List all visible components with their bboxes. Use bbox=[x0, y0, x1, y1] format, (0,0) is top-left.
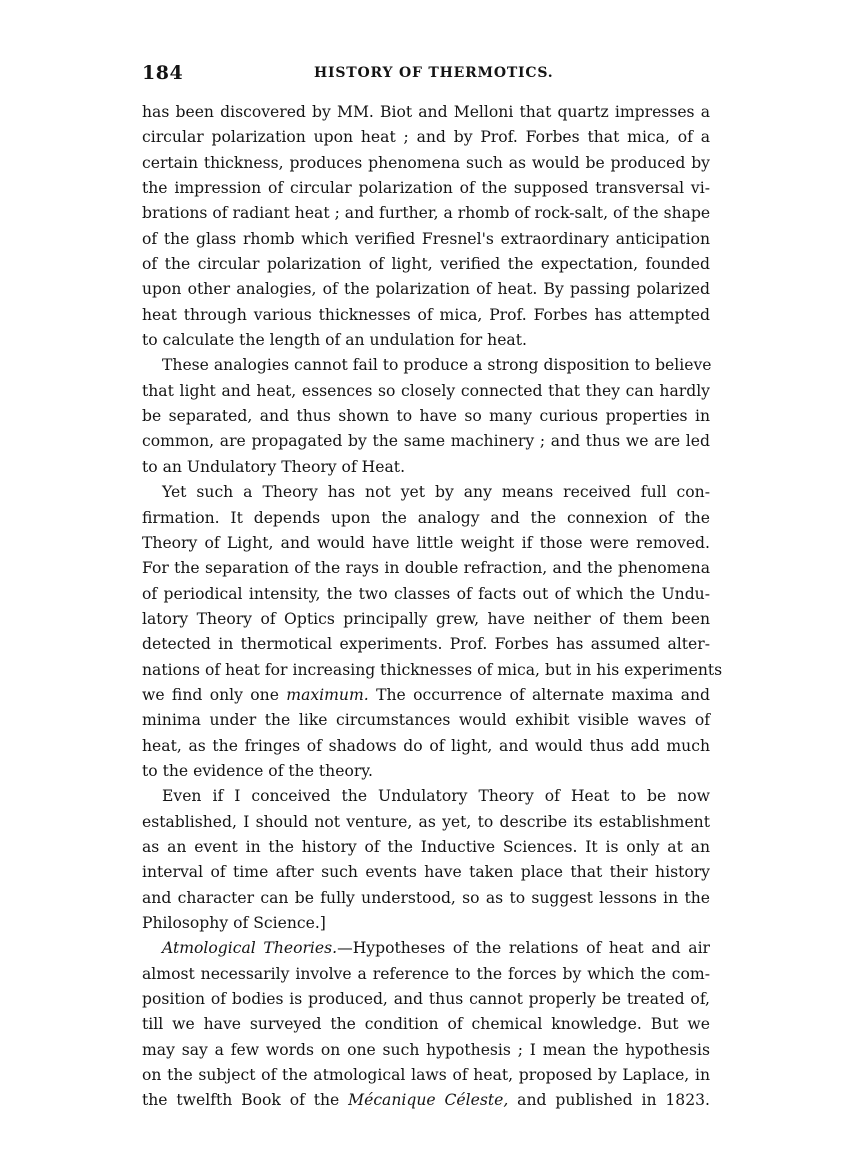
text-line: till we have surveyed the condition of chemical knowledge. But we bbox=[142, 1015, 710, 1034]
text-run: The occurrence of alternate maxima and bbox=[368, 685, 711, 704]
text-line: and character can be fully understood, so as to suggest lessons in the bbox=[142, 888, 710, 907]
text-line: be separated, and thus shown to have so many curious properties in bbox=[142, 407, 710, 426]
italic-text: maximum. bbox=[286, 685, 369, 704]
text-line: heat, as the fringes of shadows do of light, and would thus add much bbox=[142, 736, 710, 755]
text-line: interval of time after such events have taken place that their history bbox=[142, 863, 710, 882]
text-line: detected in thermotical experiments. Prof. Forbes has assumed alter- bbox=[142, 635, 710, 654]
text-run: the twelfth Book of the bbox=[142, 1091, 349, 1110]
text-line: Yet such a Theory has not yet by any means received full con- bbox=[162, 483, 710, 502]
text-line: as an event in the history of the Inductive Sciences. It is only at an bbox=[142, 837, 710, 856]
text-run: —Hypotheses of the relations of heat and air bbox=[337, 939, 711, 958]
text-line: brations of radiant heat ; and further, a rhomb of rock-salt, of the shape bbox=[142, 204, 711, 223]
text-line: to calculate the length of an undulation for heat. bbox=[142, 331, 527, 350]
text-line: to an Undulatory Theory of Heat. bbox=[142, 457, 406, 476]
running-head bbox=[142, 62, 710, 92]
text-line: has been discovered by MM. Biot and Melloni that quartz impresses a bbox=[142, 103, 710, 121]
text-line: position of bodies is produced, and thus cannot properly be treated of, bbox=[142, 990, 710, 1009]
text-line: Theory of Light, and would have little weight if those were removed. bbox=[142, 533, 710, 552]
text-line: to the evidence of the theory. bbox=[142, 761, 373, 780]
text-line: firmation. It depends upon the analogy and the connexion of the bbox=[142, 508, 710, 527]
page-number: 184 bbox=[142, 62, 184, 84]
text-run: we find only one bbox=[142, 685, 287, 704]
section-heading: Atmological Theories. bbox=[162, 939, 338, 958]
text-line: Philosophy of Science.] bbox=[142, 914, 326, 932]
text-line: the impression of circular polarization of the supposed transversal vi- bbox=[142, 179, 710, 198]
running-title: HISTORY OF THERMOTICS. bbox=[314, 65, 554, 81]
text-line: that light and heat, essences so closely connected that they can hardly bbox=[142, 381, 710, 400]
text-run: and published in 1823. bbox=[508, 1091, 710, 1110]
text-line: circular polarization upon heat ; and by Prof. Forbes that mica, of a bbox=[142, 128, 710, 147]
text-line: nations of heat for increasing thicknesses of mica, but in his experiments bbox=[142, 660, 723, 679]
text-line: Even if I conceived the Undulatory Theory of Heat to be now bbox=[162, 787, 710, 806]
text-line: common, are propagated by the same machinery ; and thus we are led bbox=[142, 432, 710, 451]
text-line: may say a few words on one such hypothesis ; I mean the hypothesis bbox=[142, 1040, 710, 1059]
text-line: established, I should not venture, as yet, to describe its establishment bbox=[142, 812, 710, 831]
text-line bbox=[142, 1088, 710, 1113]
body-text bbox=[142, 100, 723, 1114]
text-line: For the separation of the rays in double refraction, and the phenomena bbox=[142, 559, 710, 578]
text-line: on the subject of the atmological laws of heat, proposed by Laplace, in bbox=[142, 1066, 710, 1085]
text-line: certain thickness, produces phenomena such as would be produced by bbox=[142, 153, 710, 172]
text-line: These analogies cannot fail to produce a strong disposition to believe bbox=[162, 356, 712, 375]
text-line: of periodical intensity, the two classes of facts out of which the Undu- bbox=[142, 584, 710, 603]
text-line: almost necessarily involve a reference to the forces by which the com- bbox=[142, 964, 710, 983]
text-line: of the circular polarization of light, verified the expectation, founded bbox=[142, 255, 710, 274]
text-line: minima under the like circumstances would exhibit visible waves of bbox=[142, 711, 710, 730]
text-line bbox=[142, 936, 710, 961]
book-page bbox=[142, 62, 723, 1114]
text-line: heat through various thicknesses of mica, Prof. Forbes has attempted bbox=[142, 305, 710, 324]
italic-text: Mécanique Céleste, bbox=[348, 1091, 509, 1110]
text-line: latory Theory of Optics principally grew, have neither of them been bbox=[142, 609, 710, 628]
text-line: of the glass rhomb which verified Fresnel's extraordinary anticipation bbox=[142, 229, 710, 248]
text-line bbox=[142, 683, 710, 708]
text-line: upon other analogies, of the polarization of heat. By passing polarized bbox=[142, 280, 710, 299]
